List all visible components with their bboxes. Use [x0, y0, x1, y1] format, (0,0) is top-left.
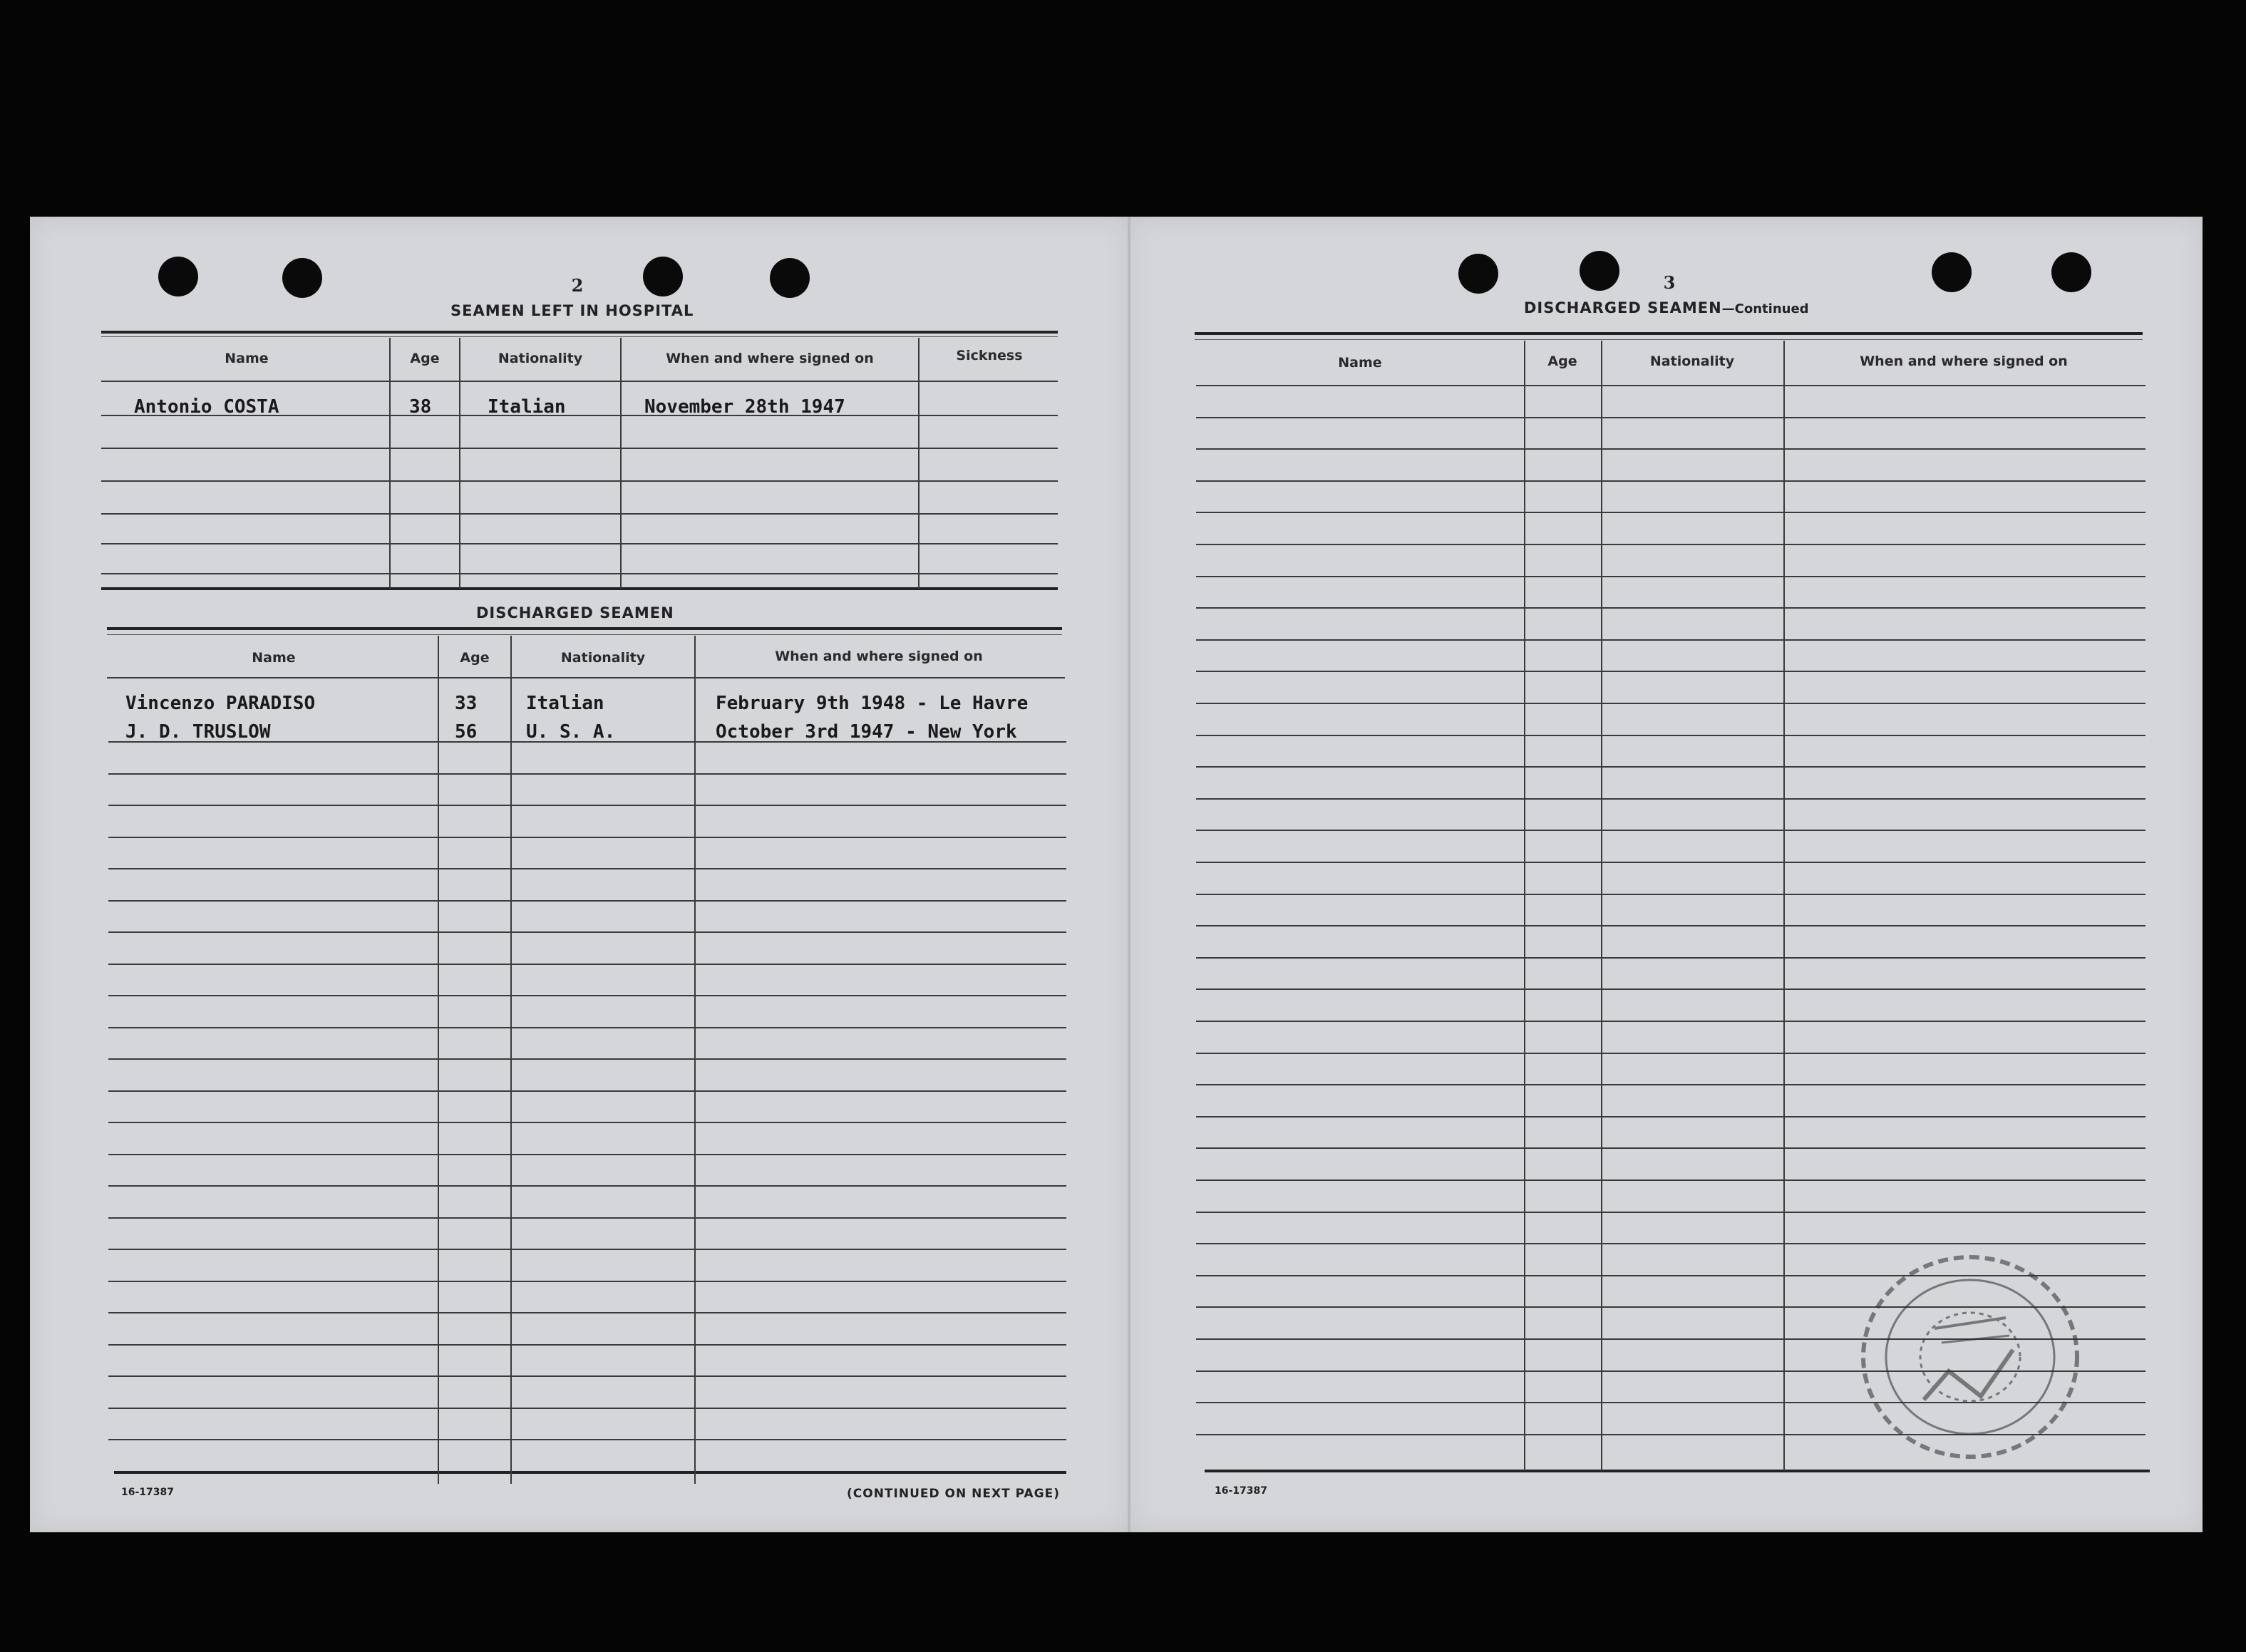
- ruled-line: [108, 1217, 1066, 1219]
- ruled-line: [108, 1408, 1066, 1409]
- punch-hole: [1458, 254, 1498, 294]
- punch-hole: [158, 257, 198, 296]
- ruled-line: [1196, 417, 2145, 418]
- ruled-line: [1196, 448, 2145, 450]
- table-bottom-rule: [114, 1471, 1066, 1474]
- hospital-header-signed-on: When and where signed on: [666, 351, 874, 366]
- ruled-line: [1196, 1116, 2145, 1117]
- hospital-header-age: Age: [410, 351, 440, 366]
- page-fold: [1128, 217, 1130, 1532]
- punch-hole: [643, 257, 683, 296]
- right-title-suffix: —Continued: [1721, 301, 1809, 316]
- ruled-line: [108, 1312, 1066, 1313]
- ruled-line: [1196, 639, 2145, 641]
- ruled-line: [1196, 671, 2145, 672]
- ruled-line: [108, 1249, 1066, 1250]
- ruled-line: [1196, 988, 2145, 990]
- hospital-row-signed-on: November 28th 1947: [644, 396, 845, 418]
- right-header-nationality: Nationality: [1649, 353, 1735, 369]
- ruled-line: [108, 900, 1066, 902]
- ruled-line: [1196, 1084, 2145, 1085]
- ruled-line: [1196, 512, 2145, 513]
- ruled-line: [1196, 1147, 2145, 1149]
- table-bottom-rule: [1205, 1470, 2150, 1472]
- hospital-row-nationality: Italian: [488, 396, 566, 418]
- ruled-line: [1196, 1021, 2145, 1022]
- discharged-header-age: Age: [460, 650, 490, 666]
- punch-hole: [282, 258, 322, 298]
- ruled-line: [108, 1281, 1066, 1282]
- ruled-line: [108, 868, 1066, 869]
- discharged-row-nationality: Italian: [526, 693, 604, 714]
- ruled-line: [108, 773, 1066, 775]
- ruled-line: [108, 805, 1066, 806]
- form-code-right: 16-17387: [1215, 1485, 1267, 1497]
- ruled-line: [108, 1090, 1066, 1092]
- ruled-line: [1196, 735, 2145, 736]
- punch-hole: [1580, 251, 1619, 291]
- discharged-row-name: Vincenzo PARADISO: [125, 693, 316, 714]
- ruled-line: [1196, 1243, 2145, 1244]
- ruled-line: [108, 995, 1066, 996]
- hospital-header-sickness: Sickness: [956, 348, 1023, 363]
- ruled-line: [108, 1344, 1066, 1346]
- right-title-main: DISCHARGED SEAMEN: [1524, 299, 1722, 316]
- ruled-line: [108, 1375, 1066, 1377]
- ruled-line: [1196, 544, 2145, 545]
- hospital-header-name: Name: [225, 351, 269, 366]
- form-code-left: 16-17387: [121, 1487, 174, 1498]
- ruled-line: [108, 964, 1066, 965]
- ruled-line: [1196, 385, 2145, 386]
- ruled-line: [1196, 766, 2145, 768]
- ruled-line: [1196, 1053, 2145, 1054]
- ruled-line: [108, 1058, 1066, 1060]
- punch-hole: [1932, 252, 1972, 292]
- ruled-line: [1196, 703, 2145, 704]
- right-section-title: [1524, 299, 1809, 316]
- discharged-header-nationality: Nationality: [560, 650, 646, 666]
- ruled-line: [1196, 798, 2145, 800]
- ruled-line: [1196, 925, 2145, 926]
- faded-stamp: [1856, 1250, 2084, 1464]
- ruled-line: [108, 1154, 1066, 1155]
- continued-note: (CONTINUED ON NEXT PAGE): [847, 1487, 1060, 1501]
- ruled-line: [108, 1439, 1066, 1440]
- punch-hole: [2051, 252, 2091, 292]
- ruled-line: [108, 1122, 1066, 1123]
- ruled-line: [1196, 830, 2145, 831]
- page-number-right: 3: [1663, 272, 1676, 293]
- page-number-left: 2: [571, 275, 584, 296]
- right-header-name: Name: [1338, 355, 1382, 371]
- ruled-line: [1196, 607, 2145, 609]
- ruled-line: [1196, 576, 2145, 577]
- discharged-header-name: Name: [252, 650, 296, 666]
- hospital-row-age: 38: [409, 396, 432, 418]
- discharged-header-signed-on: When and where signed on: [775, 649, 983, 664]
- punch-hole: [770, 258, 810, 298]
- right-header-age: Age: [1547, 353, 1577, 369]
- hospital-section-title: SEAMEN LEFT IN HOSPITAL: [450, 302, 694, 319]
- right-header-signed-on: When and where signed on: [1860, 353, 2068, 369]
- ruled-line: [1196, 1212, 2145, 1213]
- ruled-line: [1196, 894, 2145, 895]
- ruled-line: [1196, 480, 2145, 482]
- hospital-row-name: Antonio COSTA: [134, 396, 279, 418]
- ruled-line: [1196, 1179, 2145, 1181]
- hospital-header-nationality: Nationality: [498, 351, 583, 366]
- ruled-line: [108, 837, 1066, 838]
- discharged-row-age: 56: [455, 721, 478, 743]
- ruled-line: [108, 931, 1066, 933]
- discharged-row-nationality: U. S. A.: [526, 721, 616, 743]
- discharged-row-signed-on: February 9th 1948 - Le Havre: [716, 693, 1029, 714]
- discharged-row-name: J. D. TRUSLOW: [125, 721, 271, 743]
- ruled-line: [1196, 957, 2145, 959]
- ruled-line: [108, 1027, 1066, 1028]
- ruled-line: [1196, 862, 2145, 863]
- discharged-row-age: 33: [455, 693, 478, 714]
- discharged-row-signed-on: October 3rd 1947 - New York: [716, 721, 1017, 743]
- ruled-line: [108, 1185, 1066, 1187]
- discharged-section-title: DISCHARGED SEAMEN: [476, 604, 674, 621]
